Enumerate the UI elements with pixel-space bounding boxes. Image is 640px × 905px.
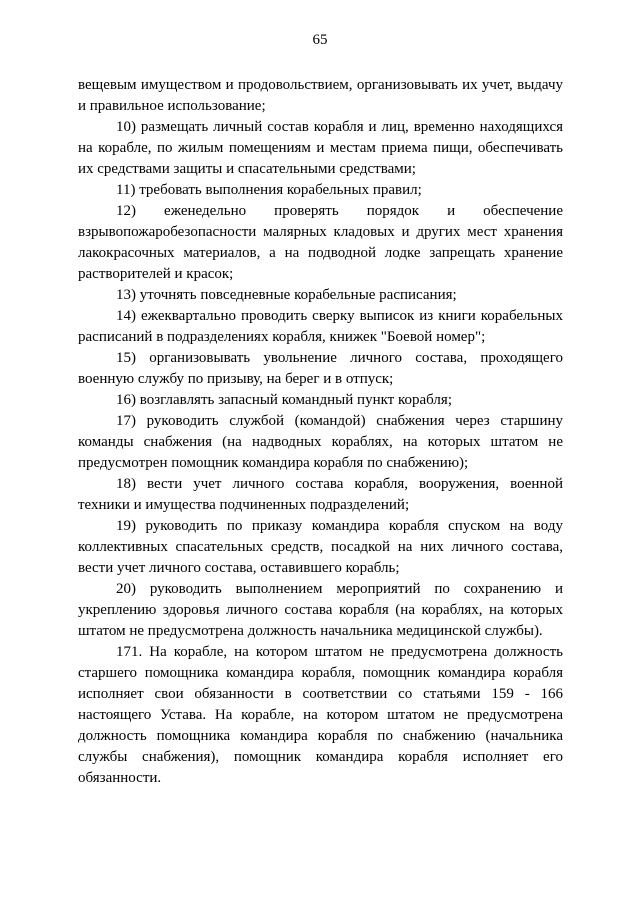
list-item-12: 12) еженедельно проверять порядок и обеспечение взрывопожаробезопасности малярных кладовых и других мест хранения лакокрасочных материалов, а на подводной лодке запрещать хранение растворителей и красок; [78, 203, 563, 282]
list-item-14: 14) ежеквартально проводить сверку выписок из книги корабельных расписаний в подразделениях корабля, книжек "Боевой номер"; [78, 308, 563, 345]
list-item-20: 20) руководить выполнением мероприятий по сохранению и укреплению здоровья личного состава корабля (на кораблях, на которых штатом не предусмотрена должность начальника медицинской службы). [78, 581, 563, 639]
page-number: 65 [312, 32, 328, 48]
list-item-19: 19) руководить по приказу командира корабля спуском на воду коллективных спасательных средств, посадкой на них личного состава, вести учет личного состава, оставившего корабль; [78, 518, 563, 576]
list-item-18: 18) вести учет личного состава корабля, вооружения, военной техники и имущества подчиненных подразделений; [78, 476, 563, 513]
list-item-16: 16) возглавлять запасный командный пункт корабля; [116, 392, 452, 408]
list-item-10: 10) размещать личный состав корабля и лиц, временно находящихся на корабле, по жилым помещениям и местам приема пищи, обеспечивать их средствами защиты и спасательными средствами; [78, 119, 563, 177]
paragraph-continuation: вещевым имуществом и продовольствием, организовывать их учет, выдачу и правильное использование; [78, 77, 563, 114]
article-171: 171. На корабле, на котором штатом не предусмотрена должность старшего помощника командира корабля, помощник командира корабля исполняет свои обязанности в соответствии со статьями 159 - 166 настоящего Устава. На корабле, на котором штатом не предусмотрена должность помощника командира корабля по снабжению (начальника службы снабжения), помощник командира корабля исполняет его обязанности. [78, 644, 563, 786]
list-item-17: 17) руководить службой (командой) снабжения через старшину команды снабжения (на надводных кораблях, на которых штатом не предусмотрен помощник командира корабля по снабжению); [78, 413, 563, 471]
document-body [78, 75, 563, 789]
list-item-15: 15) организовывать увольнение личного состава, проходящего военную службу по призыву, на берег и в отпуск; [78, 350, 563, 387]
list-item-11: 11) требовать выполнения корабельных правил; [116, 182, 422, 198]
list-item-13: 13) уточнять повседневные корабельные расписания; [116, 287, 457, 303]
